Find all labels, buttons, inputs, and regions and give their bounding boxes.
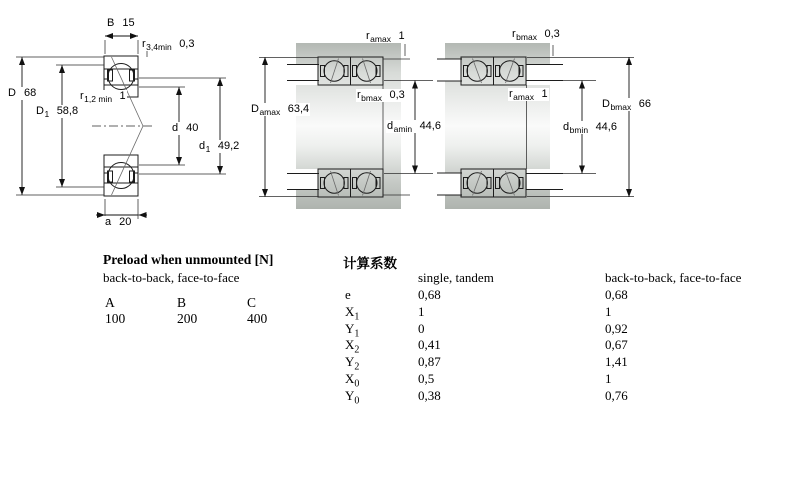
- preload-header-row: [105, 295, 355, 311]
- dim-line-D: [16, 57, 104, 195]
- calculation-factors-table: [343, 252, 773, 412]
- dim-label-B: B 15: [107, 17, 135, 29]
- factor-value-single: 0,38: [418, 387, 441, 403]
- dim-label-ramax-a: $r_{amax}$ 1: [366, 30, 405, 44]
- dim-label-r12min: $r_{1,2 min}$ 1: [80, 90, 126, 104]
- factor-label: e: [345, 287, 351, 302]
- preload-value-a: 100: [105, 311, 126, 326]
- factor-value-paired: 0,92: [605, 320, 628, 336]
- preload-col-c: C: [247, 295, 257, 310]
- dim-label-a: a 20: [105, 216, 132, 228]
- factor-value-paired: 1: [605, 370, 612, 386]
- dim-label-dbmin: $d_{bmin}$ 44,6: [563, 121, 617, 135]
- factor-value-single: 0,41: [418, 337, 441, 353]
- factor-value-paired: 0,76: [605, 387, 628, 403]
- factor-value-single: 0: [418, 320, 425, 336]
- factors-title: 计算系数: [343, 256, 397, 271]
- factor-label: $X_2$: [345, 337, 360, 356]
- factor-value-single: 1: [418, 303, 425, 319]
- factor-value-paired: 1: [605, 303, 612, 319]
- ball: [108, 163, 134, 189]
- factor-value-paired: 0,68: [605, 287, 628, 302]
- dim-label-r34min: $r_{3,4min}$ 0,3: [142, 38, 195, 52]
- factor-value-single: 0,68: [418, 287, 441, 302]
- factor-value-single: 0,87: [418, 354, 441, 370]
- preload-col-b: B: [177, 295, 187, 310]
- dim-label-rbmax-b: $r_{bmax}$ 0,3: [512, 28, 560, 42]
- factors-col1-header: single, tandem: [418, 270, 494, 285]
- dim-label-ramax-b: $r_{amax}$ 1: [509, 88, 548, 102]
- dim-label-rbmax-a: $r_{bmax}$ 0,3: [357, 89, 405, 103]
- factors-rows: [345, 288, 735, 406]
- dim-label-D: D 68: [8, 87, 37, 99]
- dim-label-d1: $d_1$ 49,2: [199, 140, 240, 154]
- preload-value-row: [105, 311, 355, 327]
- dim-label-Dbmax: $D_{bmax}$ 66: [602, 98, 651, 112]
- factor-label: $Y_1$: [345, 320, 360, 340]
- dim-line-B: [105, 36, 138, 54]
- ball: [108, 64, 134, 90]
- preload-value-c: 400: [247, 311, 268, 326]
- dim-label-Damax: $D_{amax}$ 63,4: [251, 103, 310, 117]
- factor-label: $X_1$: [345, 303, 360, 323]
- preload-subtitle: back-to-back, face-to-face: [103, 270, 240, 285]
- factor-label: $Y_2$: [345, 354, 360, 373]
- preload-value-b: 200: [177, 311, 198, 326]
- bearing-section-bottom: [104, 126, 143, 196]
- factor-label: $Y_0$: [345, 387, 360, 407]
- dim-label-d: d 40: [172, 122, 199, 134]
- dim-label-D1: $D_1$ 58,8: [36, 105, 79, 119]
- dim-label-damin: $d_{amin}$ 44,6: [387, 120, 441, 134]
- preload-table: [103, 252, 353, 332]
- factor-value-paired: 0,67: [605, 337, 628, 353]
- factors-col2-header: back-to-back, face-to-face: [605, 270, 742, 285]
- preload-title: Preload when unmounted [N]: [103, 252, 274, 267]
- factor-value-paired: 1,41: [605, 354, 628, 370]
- factor-label: $X_0$: [345, 370, 360, 390]
- preload-col-a: A: [105, 295, 115, 310]
- factor-value-single: 0,5: [418, 370, 435, 386]
